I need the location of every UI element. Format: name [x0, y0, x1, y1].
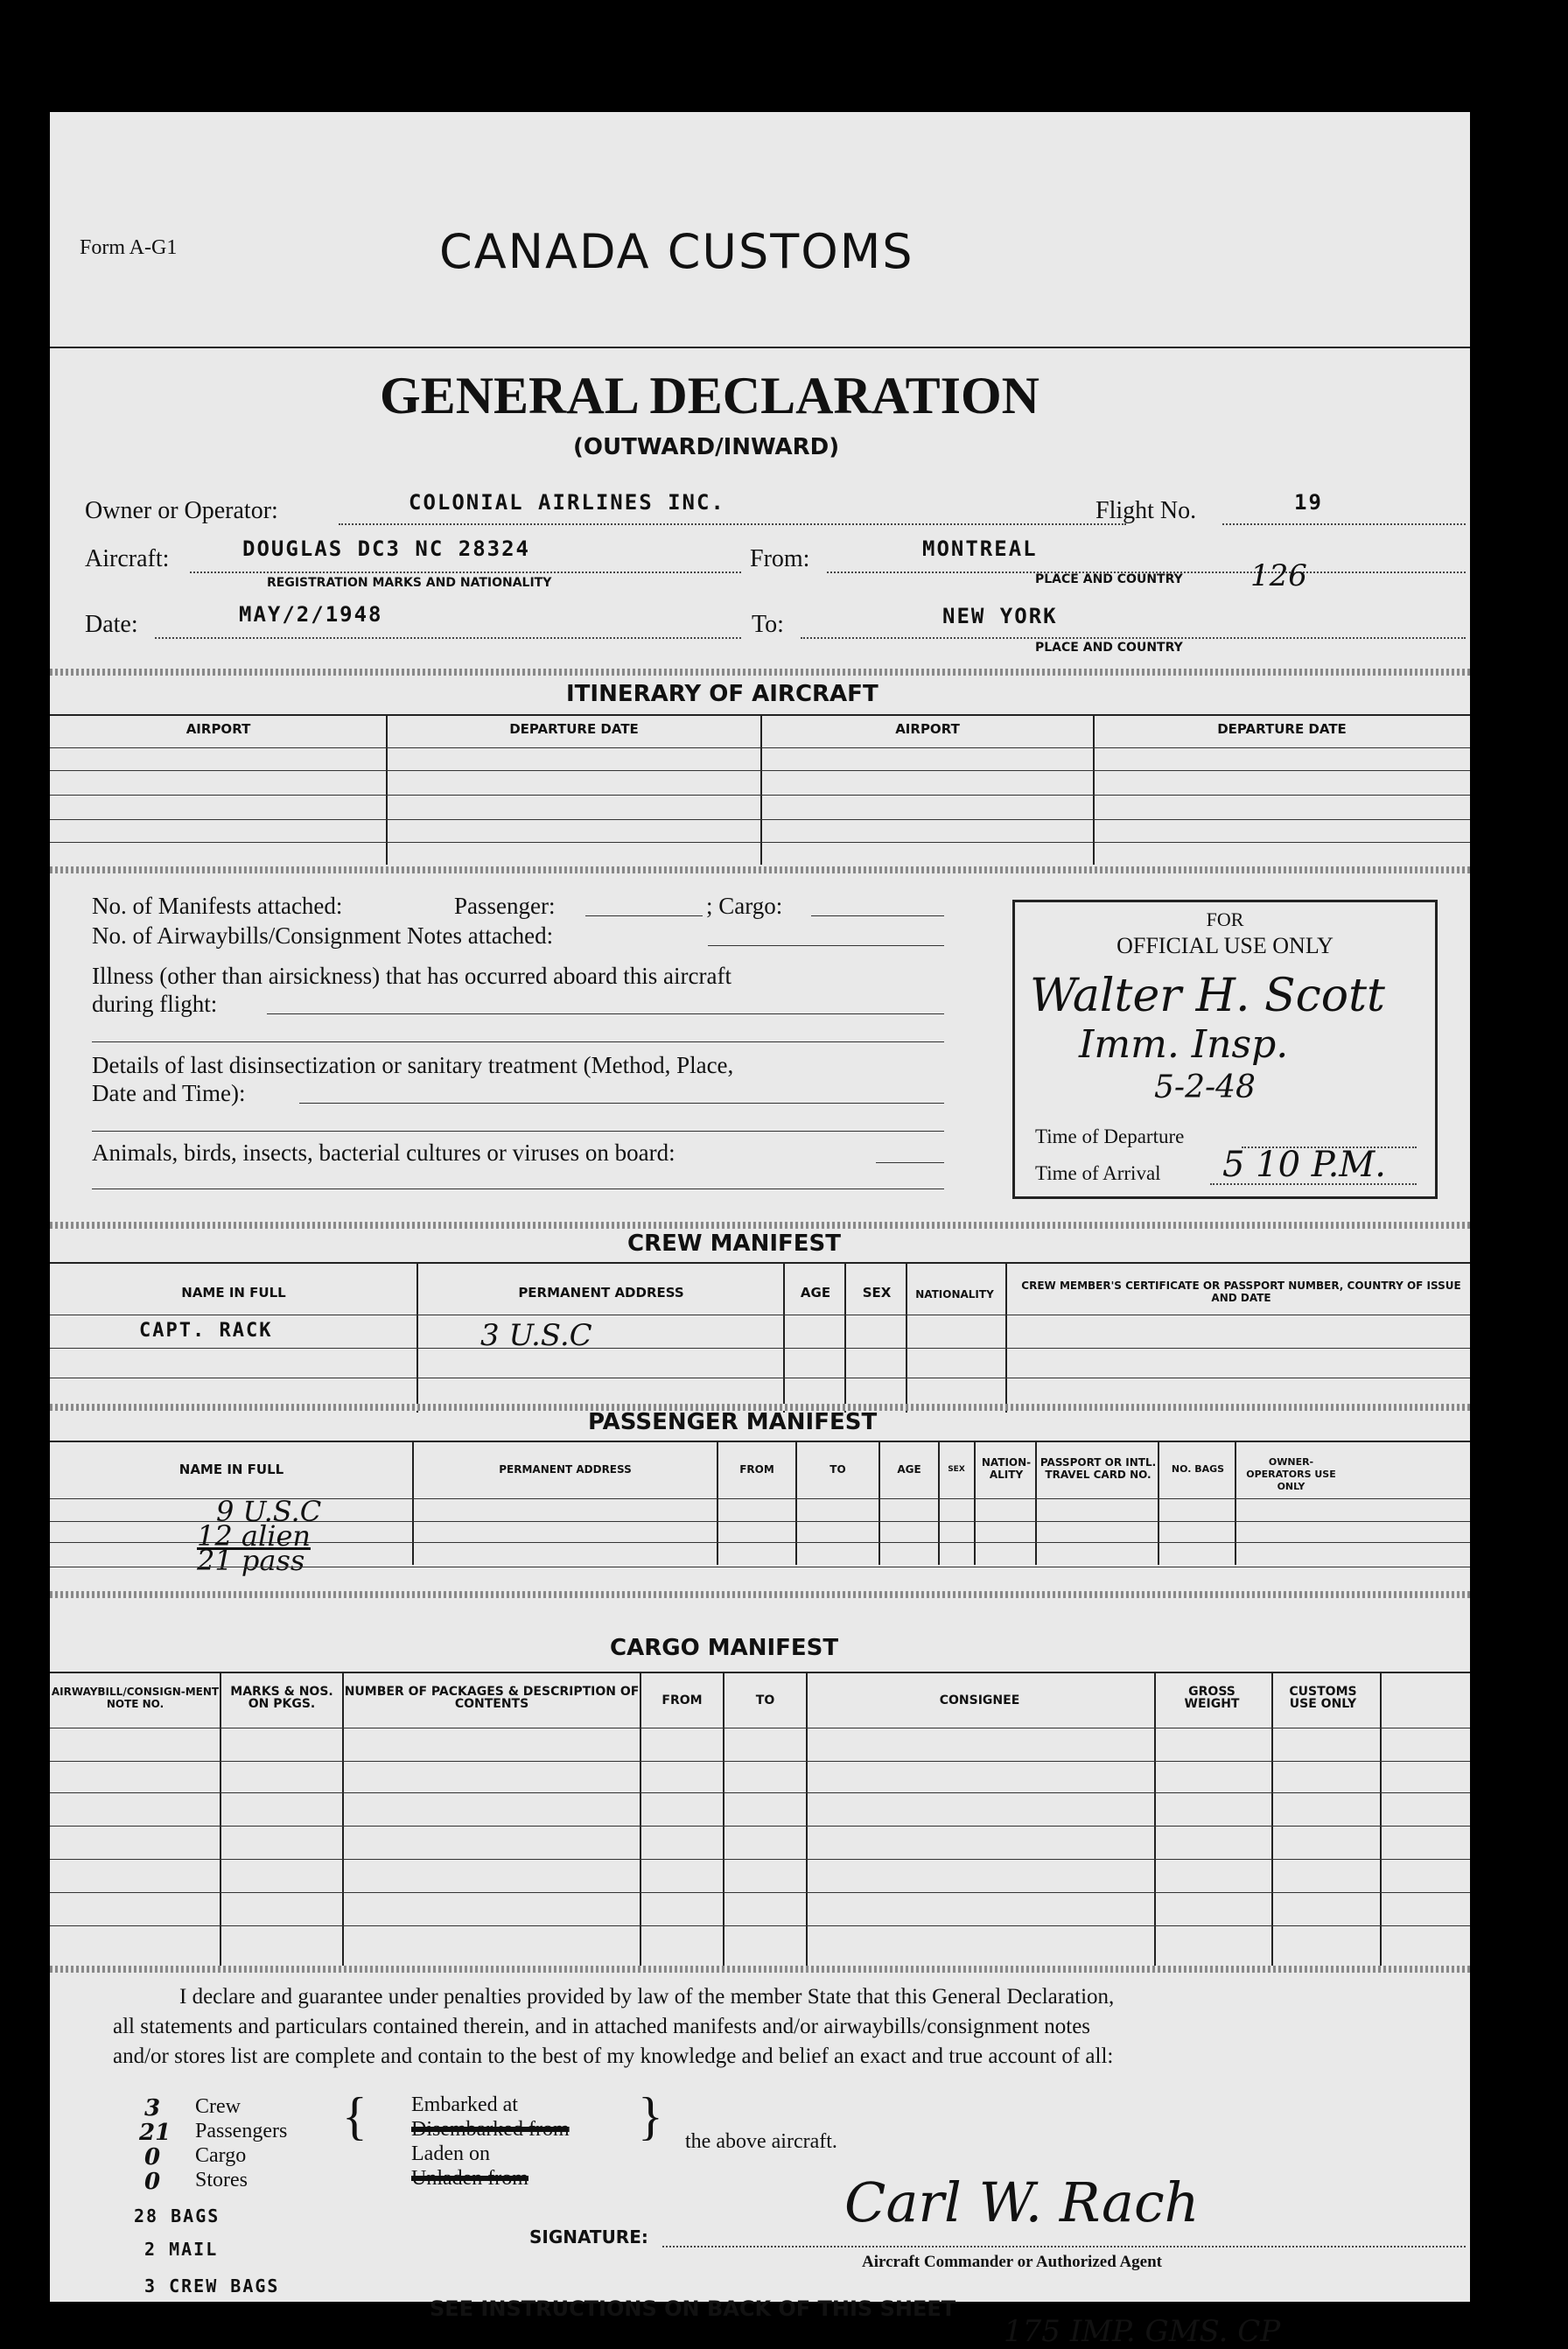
- owner-label: Owner or Operator:: [85, 497, 278, 524]
- disinsect-label-2: Date and Time):: [92, 1080, 246, 1106]
- passenger-note-1: 9 U.S.C: [216, 1495, 322, 1528]
- above-aircraft: the above aircraft.: [685, 2130, 837, 2153]
- count-stores: 0: [144, 2169, 161, 2195]
- owner-value: COLONIAL AIRLINES INC.: [409, 490, 725, 515]
- crew-col-sex: SEX: [862, 1285, 892, 1301]
- itinerary-col-departure-1: DEPARTURE DATE: [509, 721, 639, 737]
- crew-col-address: PERMANENT ADDRESS: [518, 1285, 684, 1301]
- embarked-at: Embarked at: [411, 2093, 518, 2116]
- flight-value: 19: [1294, 490, 1323, 515]
- date-value: MAY/2/1948: [239, 602, 383, 627]
- declaration-form: Form A-G1 CANADA CUSTOMS GENERAL DECLARATION (OUTWARD/INWARD) Owner or Operator: COLONIAL AIRLINES INC. Flight No. 19 Aircraft: DOUGLAS DC3 NC 28324 REGISTRATION MARKS AND NATIONALITY From: MONTREAL PLACE AND COUNTRY 126 Date: MAY/2/1948 To: NEW YORK PLACE AND COUNTRY ITINERARY OF AIRCRAFT AIRPORT DEPARTURE DATE AIRPORT DEPARTURE DATE No. of Manifests attached: Passenger: ; Cargo: No. of Airwaybills/Consignment Notes attached: Illness (other than airsickness) that has occurred aboard this aircraft during flight: Details of last disinsectization or sanitary treatment (Method, Place, Date and Time): Animals, birds, insects, bacterial cultures or viruses on board: FOR OFFICIAL USE ONLY Walter H. Scott Imm. Insp. 5-2-48 Time of Departure Time of Arrival 5 10 P.M. CREW MANIFEST NAME IN FULL PERMANENT ADDRESS AGE SEX NATIONALITY CREW MEMBER'S CERTIFICATE OR PASSPORT NUMBER, COUNTRY OF ISSUE AND DATE CAPT. RACK 3 U.S.C PASSENGER MANIFEST NAME IN FULL PERMANENT ADDRESS FROM TO AGE SEX NATION-ALITY PASSPORT OR INTL. TRAVEL CARD NO. NO. BAGS OWNER-OPERATORS USE ONLY 9 U.S.C 12 alien 21 pass CARGO MANIFEST AIRWAYBILL/CONSIGN-MENT NOTE NO. MARKS & NOS. ON PKGS. NUMBER OF PACKAGES & DESCRIPTION OF CONTENTS FROM TO CONSIGNEE GROSS WEIGHT CUSTOMS USE ONLY I declare and guarantee under penalties provided by law of the member State that this General Declaration, all statements and particulars contained therein, and in attached manifests and/or airwaybills/consignment notes and/or stores list are complete and contain to the best of my knowledge and belief an exact and true account of all: 3 21 0 0 Crew Passengers Cargo Stores { Embarked at Disembarked from Laden on Unladen from } the above aircraft. 28 BAGS 2 MAIL 3 CREW BAGS SIGNATURE: Carl W. Rach Aircraft Commander or Authorized Agent SEE INSTRUCTIONS ON BACK OF THIS SHEET 175 IMP. GMS. CP: [50, 112, 1470, 2302]
- crew-col-certificate: CREW MEMBER'S CERTIFICATE OR PASSPORT NUMBER, COUNTRY OF ISSUE AND DATE: [1021, 1280, 1461, 1304]
- passenger-col-bags: NO. BAGS: [1171, 1463, 1225, 1475]
- official-title: OFFICIAL USE ONLY: [1116, 933, 1334, 958]
- declaration-line-2: all statements and particulars contained therein, and in attached manifests and/or airwaybills/consignment notes: [113, 2015, 1091, 2038]
- official-for: FOR: [1206, 908, 1244, 930]
- passenger-col-passport: PASSPORT OR INTL. TRAVEL CARD NO.: [1040, 1456, 1157, 1481]
- itinerary-heading: ITINERARY OF AIRCRAFT: [566, 681, 878, 707]
- to-label: To:: [752, 611, 784, 638]
- count-cargo: 0: [144, 2144, 161, 2170]
- passenger-note-2: 12 alien: [197, 1519, 311, 1553]
- itinerary-col-airport-1: AIRPORT: [186, 721, 251, 737]
- passenger-col-owner: OWNER-OPERATORS USE ONLY: [1246, 1456, 1336, 1492]
- disinsect-label-1: Details of last disinsectization or sanitary treatment (Method, Place,: [92, 1052, 734, 1078]
- footer-handwritten: 175 IMP. GMS. CP: [1004, 2314, 1281, 2349]
- passenger-col-nationality: NATION-ALITY: [981, 1456, 1032, 1481]
- form-title: GENERAL DECLARATION: [380, 367, 1040, 424]
- itinerary-col-airport-2: AIRPORT: [895, 721, 960, 737]
- form-number: Form A-G1: [80, 236, 178, 259]
- passenger-col-sex: SEX: [948, 1465, 965, 1474]
- cargo-label: ; Cargo:: [706, 893, 783, 919]
- airwaybills-label: No. of Airwaybills/Consignment Notes attached:: [92, 922, 554, 949]
- bags-note: 28 BAGS: [134, 2205, 220, 2226]
- crew-bags-note: 3 CREW BAGS: [144, 2275, 280, 2296]
- inspection-date: 5-2-48: [1154, 1069, 1256, 1105]
- signature-caption: Aircraft Commander or Authorized Agent: [862, 2253, 1163, 2271]
- manifests-label: No. of Manifests attached:: [92, 893, 343, 919]
- mail-note: 2 MAIL: [144, 2239, 219, 2260]
- passenger-note-3: 21 pass: [197, 1544, 305, 1577]
- cargo-col-weight: GROSS WEIGHT: [1184, 1685, 1240, 1711]
- cargo-heading: CARGO MANIFEST: [610, 1635, 839, 1661]
- aircraft-label: Aircraft:: [85, 545, 170, 572]
- signature-label: SIGNATURE:: [529, 2226, 648, 2247]
- item-cargo: Cargo: [195, 2144, 247, 2167]
- to-caption: PLACE AND COUNTRY: [1035, 641, 1183, 655]
- departure-label: Time of Departure: [1035, 1125, 1185, 1147]
- arrival-value: 5 10 P.M.: [1222, 1145, 1386, 1185]
- cargo-col-marks: MARKS & NOS. ON PKGS.: [230, 1685, 333, 1711]
- count-crew: 3: [144, 2095, 161, 2121]
- cargo-col-to: TO: [755, 1693, 775, 1707]
- crew-col-age: AGE: [800, 1285, 831, 1301]
- crew-col-name: NAME IN FULL: [181, 1285, 286, 1301]
- passenger-col-to: TO: [830, 1463, 846, 1476]
- crew-col-nationality: NATIONALITY: [915, 1288, 994, 1301]
- from-label: From:: [750, 545, 810, 572]
- cargo-col-consignee: CONSIGNEE: [939, 1693, 1020, 1707]
- passenger-col-from: FROM: [739, 1463, 774, 1476]
- inspector-signature: Walter H. Scott: [1030, 970, 1385, 1022]
- passenger-heading: PASSENGER MANIFEST: [588, 1409, 878, 1435]
- illness-label-1: Illness (other than airsickness) that has occurred aboard this aircraft: [92, 963, 732, 989]
- flight-label: Flight No.: [1096, 497, 1197, 524]
- passenger-label: Passenger:: [454, 893, 556, 919]
- item-stores: Stores: [195, 2169, 248, 2191]
- crew-row-address: 3 U.S.C: [480, 1318, 592, 1353]
- from-value: MONTREAL: [922, 536, 1038, 561]
- declaration-line-3: and/or stores list are complete and contain to the best of my knowledge and belief an exact and true account of all:: [113, 2044, 1114, 2068]
- from-caption: PLACE AND COUNTRY: [1035, 572, 1183, 586]
- cargo-col-packages: NUMBER OF PACKAGES & DESCRIPTION OF CONTENTS: [344, 1685, 640, 1711]
- form-subtitle: (OUTWARD/INWARD): [573, 434, 840, 460]
- commander-signature: Carl W. Rach: [844, 2170, 1200, 2234]
- footer-instructions: SEE INSTRUCTIONS ON BACK OF THIS SHEET: [430, 2296, 956, 2321]
- inspector-title: Imm. Insp.: [1079, 1022, 1289, 1067]
- unladen-from: Unladen from: [411, 2167, 528, 2190]
- illness-label-2: during flight:: [92, 991, 218, 1017]
- passenger-col-name: NAME IN FULL: [178, 1462, 284, 1477]
- count-passengers: 21: [139, 2120, 172, 2146]
- declaration-line-1: I declare and guarantee under penalties provided by law of the member State that this General Declaration,: [179, 1985, 1115, 2009]
- crew-heading: CREW MANIFEST: [627, 1231, 842, 1257]
- crew-row-name: CAPT. RACK: [139, 1320, 273, 1342]
- passenger-col-address: PERMANENT ADDRESS: [499, 1463, 632, 1476]
- agency-title: CANADA CUSTOMS: [439, 224, 914, 279]
- cargo-col-customs: CUSTOMS USE ONLY: [1289, 1685, 1357, 1711]
- arrival-label: Time of Arrival: [1035, 1162, 1161, 1184]
- cargo-col-airwaybill: AIRWAYBILL/CONSIGN-MENT NOTE NO.: [51, 1686, 220, 1710]
- disembarked-from: Disembarked from: [411, 2118, 570, 2141]
- aircraft-value: DOUGLAS DC3 NC 28324: [242, 536, 530, 561]
- laden-on: Laden on: [411, 2142, 490, 2165]
- cargo-col-from: FROM: [662, 1693, 703, 1707]
- aircraft-caption: REGISTRATION MARKS AND NATIONALITY: [267, 576, 552, 590]
- to-value: NEW YORK: [942, 604, 1058, 628]
- itinerary-col-departure-2: DEPARTURE DATE: [1217, 721, 1347, 737]
- handwritten-number: 126: [1250, 558, 1307, 593]
- passenger-col-age: AGE: [897, 1463, 921, 1476]
- item-crew: Crew: [195, 2095, 241, 2118]
- date-label: Date:: [85, 611, 138, 638]
- item-passengers: Passengers: [195, 2120, 288, 2142]
- animals-label: Animals, birds, insects, bacterial cultures or viruses on board:: [92, 1139, 676, 1166]
